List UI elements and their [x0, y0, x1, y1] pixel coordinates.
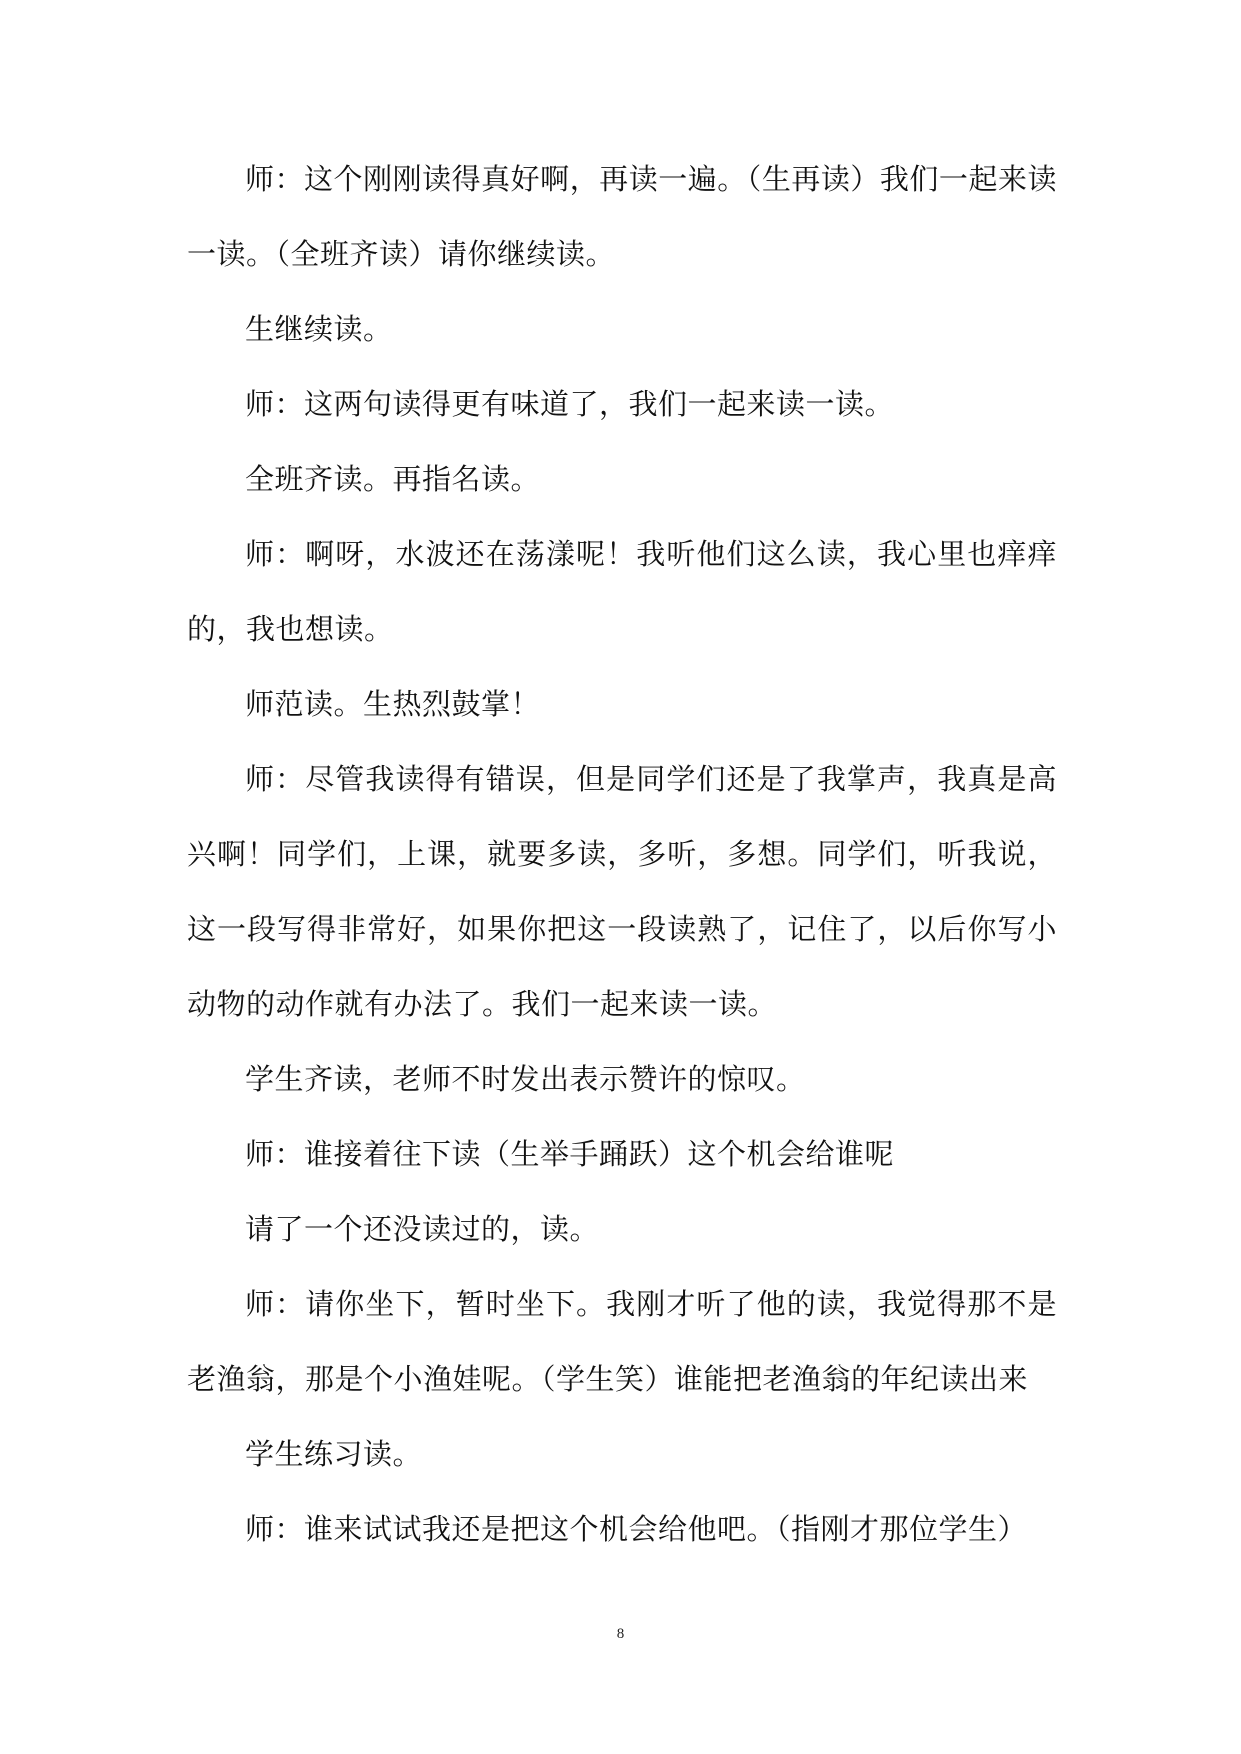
paragraph: 学生练习读。	[245, 1437, 423, 1471]
paragraph: 生继续读。	[245, 312, 393, 346]
paragraph: 师：这两句读得更有味道了，我们一起来读一读。	[245, 387, 895, 421]
document-body	[187, 142, 1057, 1567]
paragraph: 师：谁来试试我还是把这个机会给他吧。（指刚才那位学生）	[245, 1512, 1028, 1546]
paragraph: 师：谁接着往下读（生举手踊跃）这个机会给谁呢	[245, 1137, 895, 1171]
paragraph: 请了一个还没读过的，读。	[245, 1212, 600, 1246]
paragraph: 师：请你坐下，暂时坐下。我刚才听了他的读，我觉得那不是老渔翁，那是个小渔娃呢。（学生笑）谁能把老渔翁的年纪读出来	[187, 1287, 1057, 1396]
paragraph: 全班齐读。再指名读。	[245, 462, 541, 496]
paragraph: 师范读。生热烈鼓掌！	[245, 687, 541, 721]
paragraph: 师：尽管我读得有错误，但是同学们还是了我掌声，我真是高兴啊！同学们，上课，就要多读，多听，多想。同学们，听我说，这一段写得非常好，如果你把这一段读熟了，记住了，以后你写小动物的动作就有办法了。我们一起来读一读。	[187, 762, 1057, 1021]
paragraph: 师：啊呀，水波还在荡漾呢！我听他们这么读，我心里也痒痒的，我也想读。	[187, 537, 1057, 646]
paragraph: 学生齐读，老师不时发出表示赞许的惊叹。	[245, 1062, 806, 1096]
page-number: 8	[616, 1626, 625, 1642]
paragraph: 师：这个刚刚读得真好啊，再读一遍。（生再读）我们一起来读一读。（全班齐读）请你继续读。	[187, 162, 1057, 271]
